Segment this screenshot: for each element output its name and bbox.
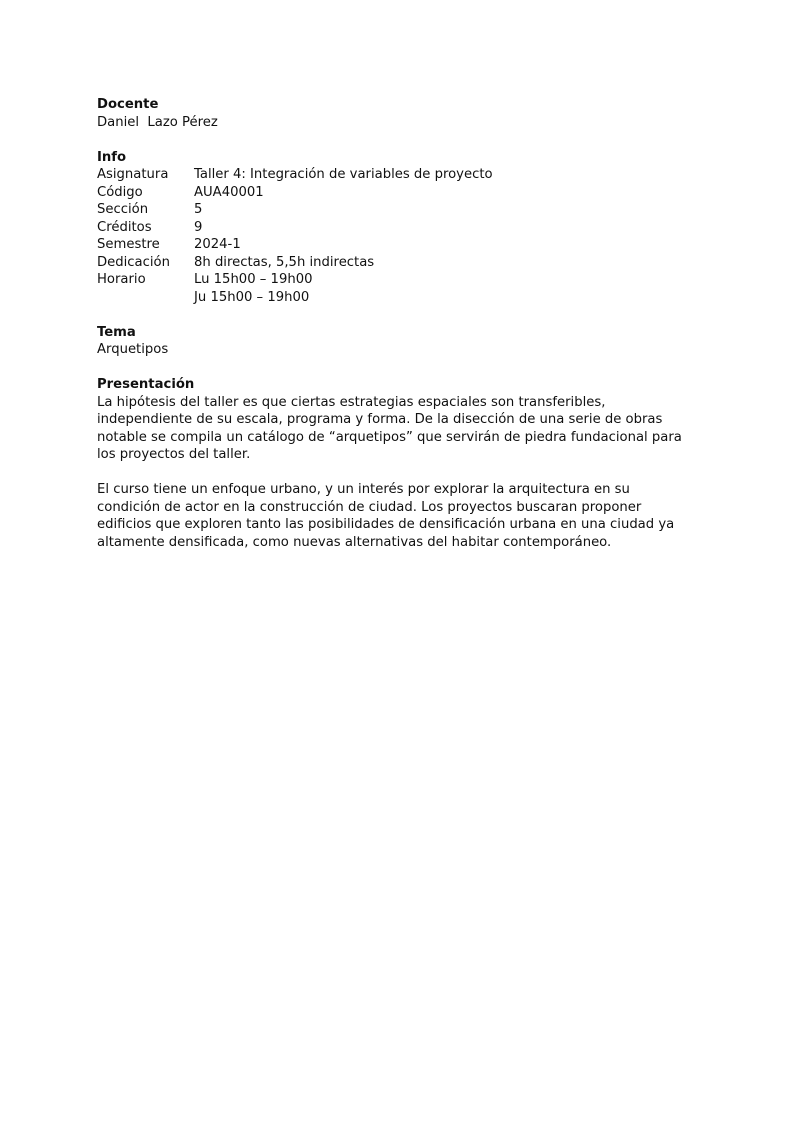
docente-heading: Docente bbox=[97, 97, 159, 112]
info-value: 2024-1 bbox=[194, 237, 241, 252]
info-value: Lu 15h00 – 19h00 bbox=[194, 272, 313, 287]
presentacion-section bbox=[97, 376, 697, 551]
info-row bbox=[97, 201, 493, 219]
info-value: 5 bbox=[194, 202, 203, 217]
info-row bbox=[97, 166, 493, 184]
presentacion-paragraph: La hipótesis del taller es que ciertas estrategias espaciales son transferibles, independiente de su escala, programa y forma. De la disección de una serie de obras notable se compila un catálogo de “arquetipos” que servirán de piedra fundacional para los proyectos del taller. bbox=[97, 394, 682, 462]
docente-section bbox=[97, 96, 697, 131]
info-heading: Info bbox=[97, 149, 127, 165]
info-table bbox=[97, 166, 493, 306]
presentacion-paragraph: El curso tiene un enfoque urbano, y un interés por explorar la arquitectura en su condición de actor en la construcción de ciudad. Los proyectos buscaran proponer edificios que exploren tanto las posibilidades de densificación urbana en una ciudad ya altamente densificada, como nuevas alternativas del habitar contemporáneo. bbox=[97, 482, 675, 550]
info-value: AUA40001 bbox=[194, 184, 264, 200]
info-label: Créditos bbox=[97, 219, 152, 235]
info-label: Asignatura bbox=[97, 167, 169, 182]
info-label: Sección bbox=[97, 202, 149, 217]
info-row bbox=[97, 254, 493, 272]
info-label: Dedicación bbox=[97, 254, 170, 270]
tema-text: Arquetipos bbox=[97, 342, 169, 357]
info-value: 8h directas, 5,5h indirectas bbox=[194, 254, 375, 270]
info-row bbox=[97, 289, 493, 307]
docente-name: Daniel Lazo Pérez bbox=[97, 114, 218, 130]
tema-section bbox=[97, 324, 697, 359]
info-row bbox=[97, 184, 493, 202]
info-row bbox=[97, 271, 493, 289]
info-section bbox=[97, 149, 697, 307]
presentacion-heading: Presentación bbox=[97, 377, 195, 392]
info-label: Código bbox=[97, 184, 143, 200]
info-value: 9 bbox=[194, 219, 203, 235]
info-value: Taller 4: Integración de variables de proyecto bbox=[194, 167, 493, 182]
info-value: Ju 15h00 – 19h00 bbox=[194, 289, 310, 305]
info-label bbox=[97, 289, 194, 307]
tema-heading: Tema bbox=[97, 324, 136, 340]
info-row bbox=[97, 219, 493, 237]
info-label: Semestre bbox=[97, 237, 160, 252]
info-row bbox=[97, 236, 493, 254]
document-page bbox=[97, 96, 697, 569]
info-label: Horario bbox=[97, 272, 146, 287]
